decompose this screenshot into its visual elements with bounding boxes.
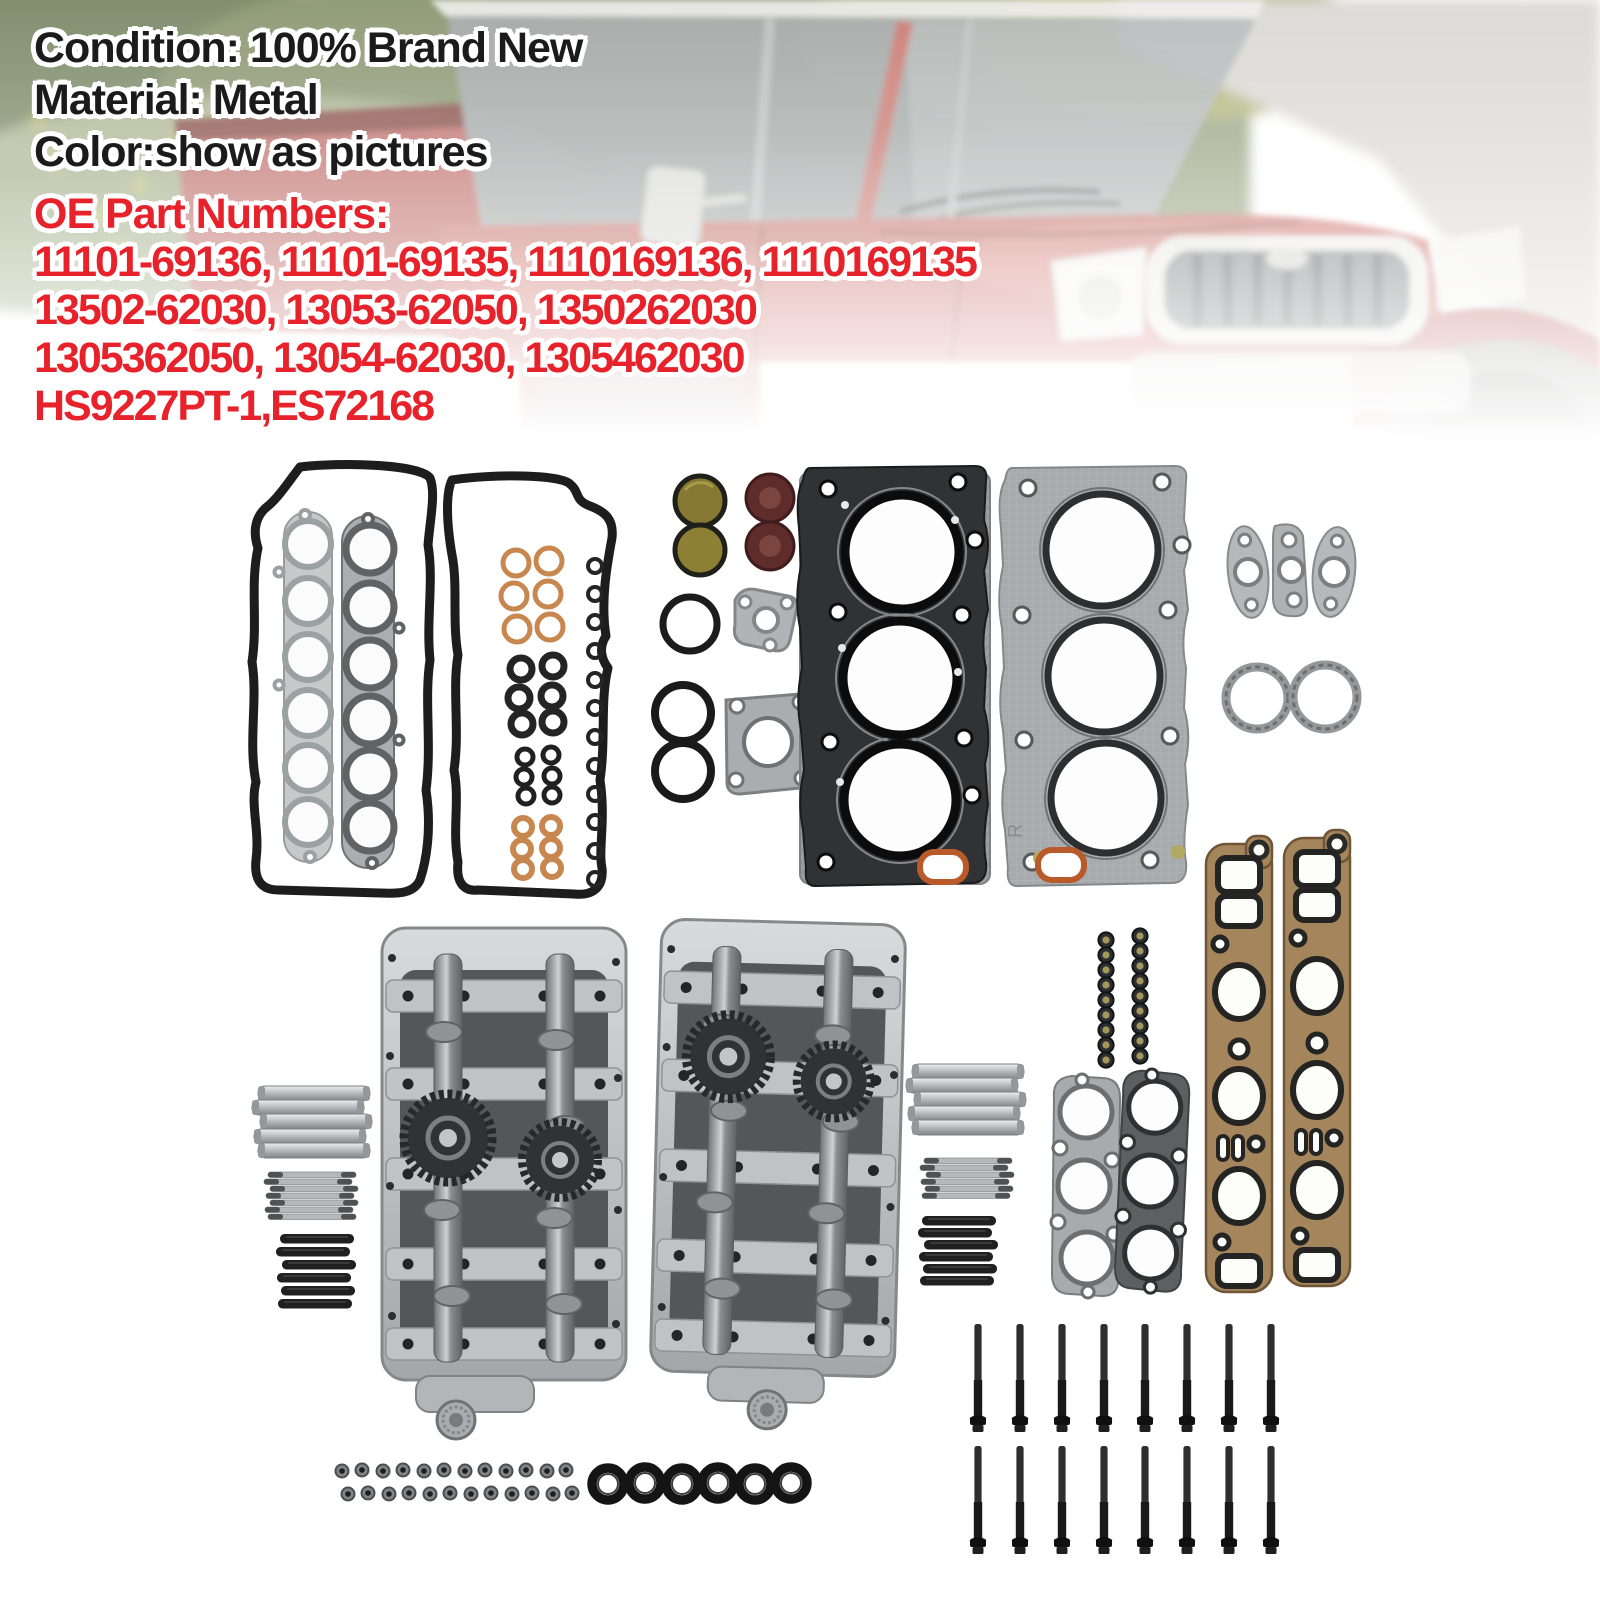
seal-washer-kit xyxy=(501,548,602,886)
small-oval-gaskets xyxy=(1223,524,1359,620)
head-gasket-gray xyxy=(999,466,1190,886)
exhaust-manifold-gasket-light xyxy=(1051,1074,1121,1298)
cylinder-head-right xyxy=(649,919,906,1432)
head-gasket-black xyxy=(797,466,990,886)
large-o-ring xyxy=(663,597,717,651)
port-gasket-strip-dark xyxy=(342,514,404,868)
oe-line-3: 1305362050, 13054-62030, 1305462030 xyxy=(34,334,744,382)
dowel-tubes-middle xyxy=(906,1064,1026,1135)
small-valve-seals-rows xyxy=(336,1464,579,1501)
oe-line-2: 13502-62030, 13053-62050, 1350262030 xyxy=(34,286,756,334)
cylinder-head-left xyxy=(382,928,626,1439)
oe-heading: OE Part Numbers: xyxy=(34,190,389,238)
dowel-tubes-left xyxy=(252,1086,372,1158)
oe-line-4: HS9227PT-1,ES72168 xyxy=(34,382,434,430)
head-bolt-set xyxy=(970,1324,1279,1554)
valve-stem-seal-strips xyxy=(1098,928,1147,1067)
spec-line-material: Material: Metal xyxy=(34,76,318,124)
o-ring-row xyxy=(592,1467,807,1500)
thermostat-gasket xyxy=(734,589,797,651)
studs-black-middle xyxy=(918,1216,998,1286)
spec-line-condition: Condition: 100% Brand New xyxy=(34,24,583,72)
port-gasket-strip-light xyxy=(275,510,333,862)
intake-manifold-gaskets xyxy=(1206,830,1350,1292)
gasket-marking: R xyxy=(1005,823,1027,838)
camshaft-seals xyxy=(746,474,794,570)
studs-silver-middle xyxy=(920,1158,1014,1199)
spec-line-color: Color:show as pictures xyxy=(34,128,488,176)
studs-silver-left xyxy=(264,1172,358,1220)
freeze-plugs xyxy=(675,476,725,575)
studs-black-left xyxy=(276,1234,356,1309)
black-seal-rings xyxy=(655,685,711,799)
oe-line-1: 11101-69136, 11101-69135, 1110169136, 1110169135 xyxy=(34,238,976,286)
exhaust-manifold-gasket-dark xyxy=(1113,1068,1191,1294)
metal-seal-rings xyxy=(1226,665,1357,729)
